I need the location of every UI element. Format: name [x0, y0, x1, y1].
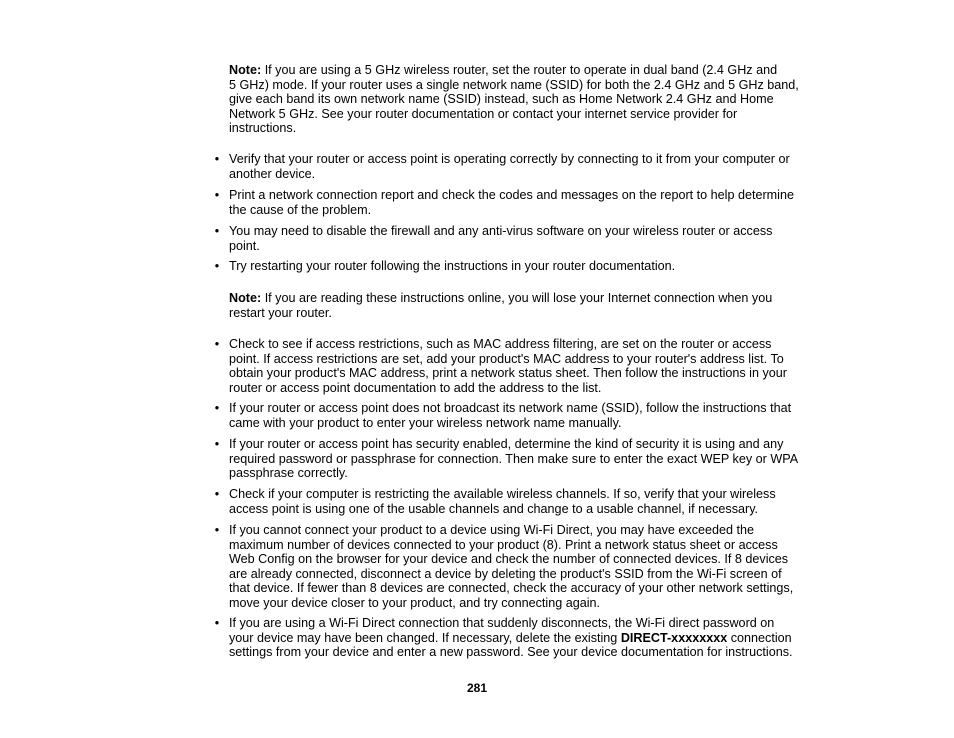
bullet-marker: • [214, 188, 220, 202]
list-item-wireless-channels: Check if your computer is restricting the available wireless channels. If so, verify that your wireless access point is using one of the usable channels and change to a usable channel, if necessary. [229, 487, 776, 516]
bullet-marker: • [214, 337, 220, 351]
bullet-marker: • [214, 437, 220, 451]
list-item-wifi-direct-limit: If you cannot connect your product to a device using Wi-Fi Direct, you may have exceeded the maximum number of devices connected to your product (8). Print a network status sheet or access Web Config on the browser for your device and check the number of connected devices. If 8 devices are already connected, disconnect a device by deleting the product's SSID from the Wi-Fi screen of that device. If fewer than 8 devices are connected, check the accuracy of your other network settings, move your device closer to your product, and try connecting again. [229, 523, 794, 610]
bullet-marker: • [214, 616, 220, 630]
list-item-wifi-direct-disconnect: If you are using a Wi-Fi Direct connection that suddenly disconnects, the Wi-Fi direct password on your device may have been changed. If necessary, delete the existing DIRECT-xxxxxxxx connection settings from your device and enter a new password. See your device documentation for instructions. [229, 616, 793, 659]
note-paragraph-restart [229, 291, 829, 320]
list-item-disable-firewall: You may need to disable the firewall and any anti-virus software on your wireless router or access point. [229, 224, 773, 253]
note-label: Note: [229, 291, 262, 305]
note-line: give each band its own network name (SSID) instead, such as Home Network 2.4 GHz and Home [229, 92, 774, 106]
bullet-marker: • [214, 523, 220, 537]
list-item-ssid-broadcast: If your router or access point does not broadcast its network name (SSID), follow the instructions that came with your product to enter your wireless network name manually. [229, 401, 792, 430]
list-item-verify-router: Verify that your router or access point is operating correctly by connecting to it from your computer or another device. [229, 152, 790, 181]
page-number: 281 [466, 681, 488, 695]
bullet-marker: • [214, 224, 220, 238]
note-line: 5 GHz) mode. If your router uses a single network name (SSID) for both the 2.4 GHz and 5 GHz band, [229, 77, 799, 92]
bullet-marker: • [214, 259, 220, 273]
direct-ssid-name: DIRECT-xxxxxxxx [620, 630, 728, 645]
list-item-security-enabled: If your router or access point has security enabled, determine the kind of security it is using and any required password or passphrase for connection. Then make sure to enter the exact WEP key or WPA passphrase correctly. [229, 437, 799, 480]
note-line: instructions. [229, 121, 297, 135]
note-label: Note: [229, 63, 262, 77]
note-paragraph-dual-band [229, 63, 829, 136]
note-line: Note: If you are reading these instructions online, you will lose your Internet connection when you [229, 291, 773, 305]
note-line: Network 5 GHz. See your router documentation or contact your internet service provider for [229, 106, 738, 121]
bullet-marker: • [214, 152, 220, 166]
note-line: restart your router. [229, 305, 332, 320]
bullet-marker: • [214, 401, 220, 415]
bullet-marker: • [214, 487, 220, 501]
list-item-restart-router: Try restarting your router following the instructions in your router documentation. [229, 259, 676, 273]
list-item-access-restrictions: Check to see if access restrictions, such as MAC address filtering, are set on the router or access point. If access restrictions are set, add your product's MAC address to your router's address list. To obtain your product's MAC address, print a network status sheet. Then follow the instructions in your router or access point documentation to add the address to the list. [229, 337, 787, 395]
list-item-connection-report: Print a network connection report and check the codes and messages on the report to help determine the cause of the problem. [229, 188, 794, 217]
note-line: Note: If you are using a 5 GHz wireless router, set the router to operate in dual band (2.4 GHz and [229, 63, 778, 77]
